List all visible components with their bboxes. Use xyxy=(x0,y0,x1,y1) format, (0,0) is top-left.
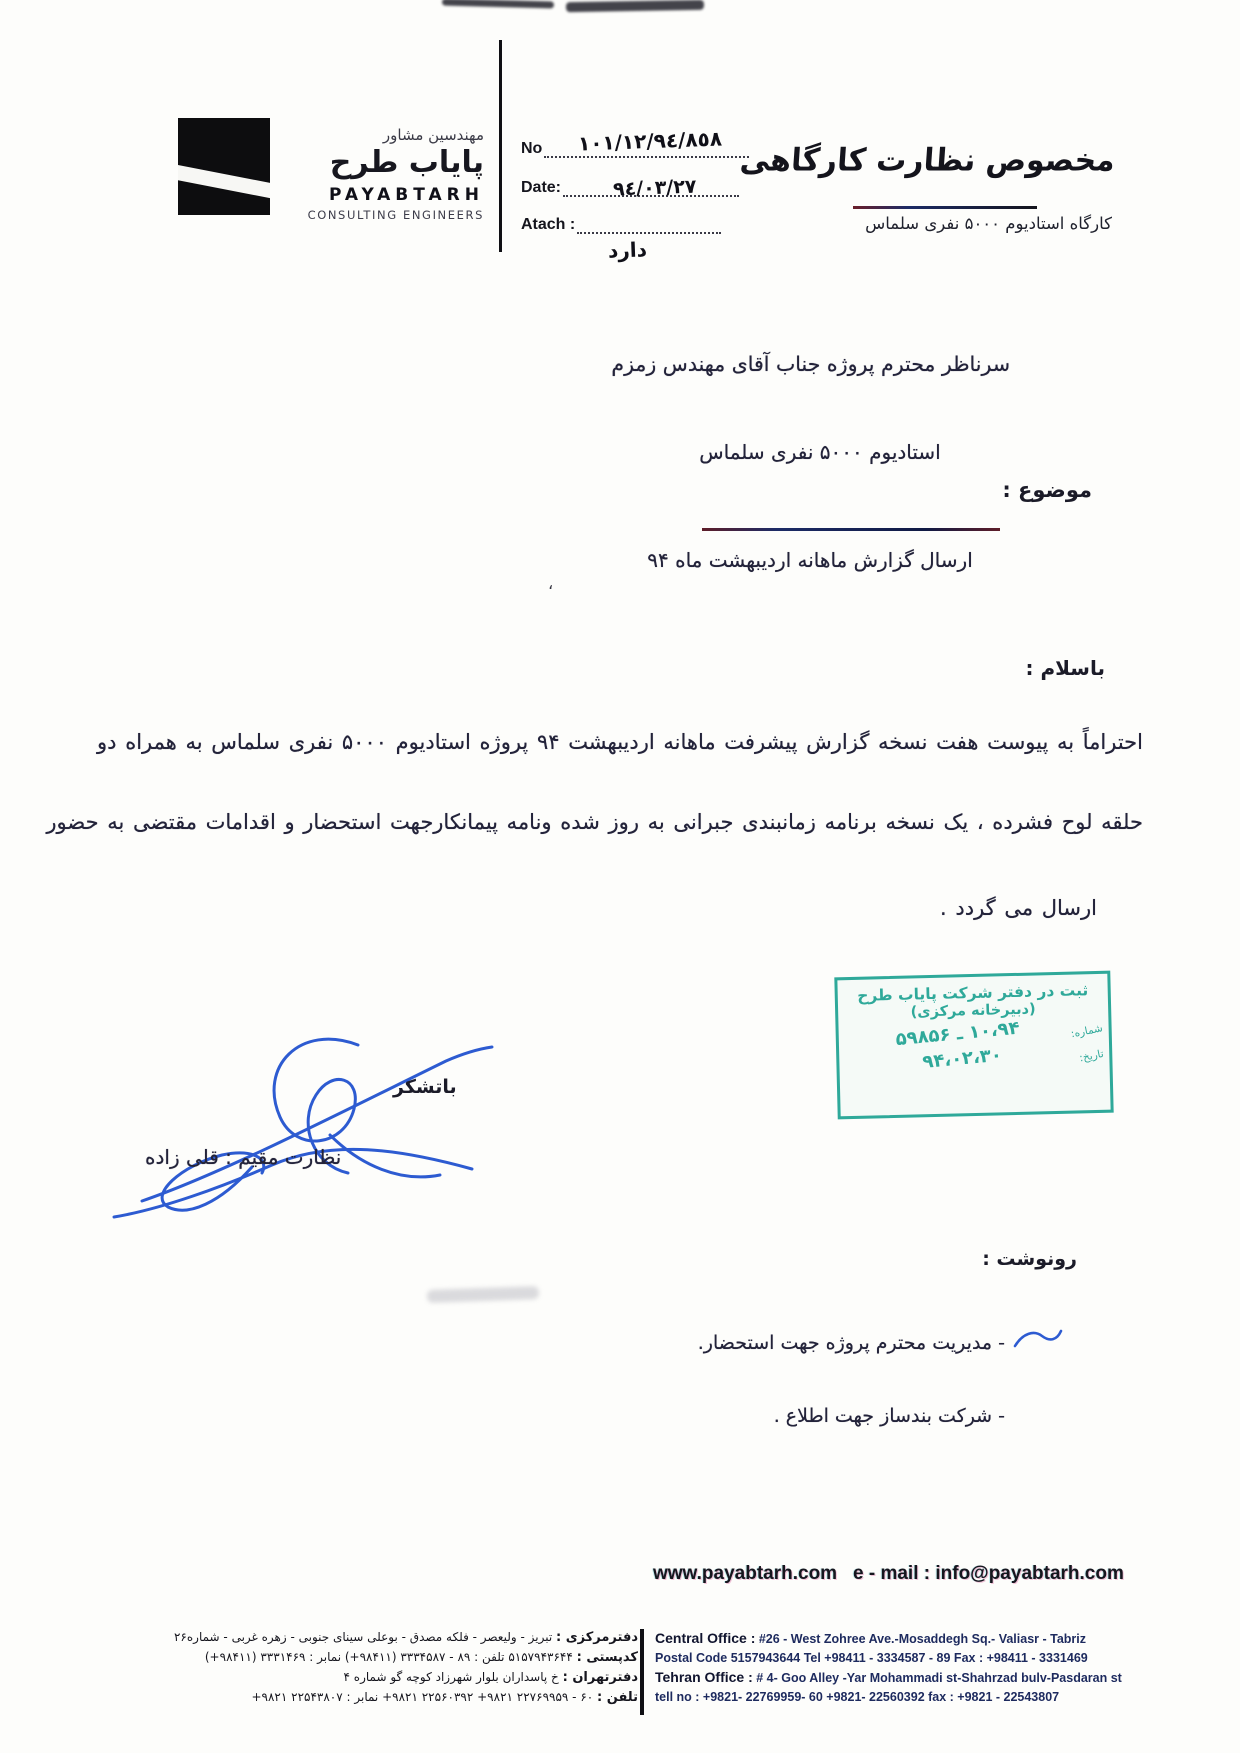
date-label: Date: xyxy=(521,179,562,196)
stamp-line2: (دبیرخانه مرکزی) xyxy=(910,1001,1036,1021)
subject-line2: ارسال گزارش ماهانه اردیبهشت ماه ۹۴ xyxy=(647,548,973,572)
no-label: No xyxy=(521,140,543,157)
email-address: e - mail : info@payabtarh.com xyxy=(853,1563,1124,1584)
scan-artifact xyxy=(566,0,704,12)
stamp-date-value: ۹۴،۰۲،۳۰ xyxy=(921,1044,1003,1073)
footer-fa-rest-3: خ پاسداران بلوار شهرزاد کوچه گو شماره ۴ xyxy=(343,1670,563,1684)
signature-scribble xyxy=(100,1015,500,1225)
salutation: باسلام : xyxy=(1025,656,1105,680)
footer-en-rest-4: tell no : +9821- 22769959- 60 +9821- 22560392 fax : +9821 - 22543807 xyxy=(655,1689,1060,1704)
cc-item-1: - مدیریت محترم پروژه جهت استحضار. xyxy=(697,1332,1005,1354)
stamp-number-value: ۱۰،۹۴ ـ ۵۹۸۵۶ xyxy=(894,1017,1021,1051)
dept-title: مخصوص نظارت کارگاهی xyxy=(738,142,1117,179)
footer-fa-rest-2: ۵۱۵۷۹۴۳۶۴۴ تلفن : ۸۹ - ۳۳۳۴۵۸۷ (۹۸۴۱۱+) نمابر : ۳۳۳۱۴۶۹ (۹۸۴۱۱+) xyxy=(204,1650,577,1664)
footer-fa-label-2: کدپستی : xyxy=(576,1650,638,1665)
atach-dots xyxy=(577,218,721,234)
brand-block xyxy=(278,126,484,222)
footer-divider xyxy=(640,1629,644,1715)
footer-fa-rest-4: ۶۰ - ۲۲۷۶۹۹۵۹ ۹۸۲۱+ ۲۲۵۶۰۳۹۲ ۹۸۲۱+ نمابر : ۲۲۵۴۳۸۰۷ ۹۸۲۱+ xyxy=(251,1690,598,1704)
stamp-line1: ثبت در دفتر شرکت پایاب طرح xyxy=(857,981,1089,1005)
signer-line: نظارت مقیم : قلی زاده xyxy=(145,1145,342,1169)
stamp-date-label: تاریخ: xyxy=(1077,1047,1105,1064)
footer-fa-label-4: تلفن : xyxy=(597,1690,638,1705)
cc-item-2: - شرکت بندساز جهت اطلاع . xyxy=(773,1405,1005,1427)
brand-fa-large: پایاب طرح xyxy=(329,145,484,180)
footer-fa-column xyxy=(93,1630,638,1710)
no-value: ١٠١/١٢/٩٤/٨٥٨ xyxy=(577,126,723,156)
logo-stripe xyxy=(178,163,270,204)
footer-en-line-3 xyxy=(655,1669,1145,1685)
website-url: www.payabtarh.com xyxy=(653,1563,838,1584)
brand-en-sub: CONSULTING ENGINEERS xyxy=(307,208,484,222)
footer-en-rest-2: Postal Code 5157943644 Tel +98411 - 3334587 - 89 Fax : +98411 - 3331469 xyxy=(655,1650,1088,1665)
footer-en-rest-1: #26 - West Zohree Ave.-Mosaddegh Sq.- Valiasr - Tabriz xyxy=(755,1632,1086,1646)
dept-subtitle: کارگاه استادیوم ۵۰۰۰ نفری سلماس xyxy=(865,214,1112,233)
scan-artifact xyxy=(427,1286,539,1303)
footer-fa-label-1: دفترمرکزی : xyxy=(556,1630,638,1645)
body-line-1: احتراماً به پیوست هفت نسخه گزارش پیشرفت ماهانه اردیبهشت ۹۴ پروژه استادیوم ۵۰۰۰ نفری سلماس به همراه دو xyxy=(97,730,1143,754)
footer-en-column xyxy=(655,1630,1145,1708)
subject-rule xyxy=(702,528,1000,531)
footer-en-label-3: Tehran Office : xyxy=(655,1669,753,1685)
body-line-3: ارسال می گردد . xyxy=(940,896,1097,920)
secretariat-stamp xyxy=(834,971,1113,1120)
footer-fa-line-4 xyxy=(93,1690,638,1705)
scan-artifact: ، xyxy=(548,574,554,593)
date-value: ٩٤/٠٣/٢٧ xyxy=(612,175,697,201)
subject-line1: استادیوم ۵۰۰۰ نفری سلماس xyxy=(699,440,941,464)
footer-fa-line-1 xyxy=(93,1630,638,1645)
footer-en-rest-3: # 4- Goo Alley -Yar Mohammadi st-Shahrzad bulv-Pasdaran st xyxy=(752,1671,1122,1685)
closing-thanks: باتشکر xyxy=(393,1076,457,1098)
footer-fa-line-3 xyxy=(93,1670,638,1685)
brand-en: PAYABTARH xyxy=(329,185,484,205)
subject-label: موضوع : xyxy=(1002,478,1092,502)
blue-checkmark xyxy=(1012,1326,1064,1354)
atach-label: Atach : xyxy=(521,216,576,233)
recipient-line: سرناظر محترم پروژه جناب آقای مهندس زمزم xyxy=(611,352,1010,376)
footer-fa-label-3: دفترتهران : xyxy=(562,1670,638,1685)
cc-label: رونوشت : xyxy=(982,1248,1077,1270)
footer-en-line-4 xyxy=(655,1690,1145,1704)
scan-artifact xyxy=(442,0,554,8)
footer-en-label-1: Central Office : xyxy=(655,1630,756,1646)
dept-underline xyxy=(853,206,1037,209)
stamp-number-label: شماره: xyxy=(1069,1021,1104,1040)
footer-en-line-2 xyxy=(655,1651,1145,1665)
atach-value: دارد xyxy=(607,237,648,263)
atach-field xyxy=(521,216,721,234)
company-logo xyxy=(178,118,270,215)
footer-en-line-1 xyxy=(655,1630,1145,1646)
footer-fa-line-2 xyxy=(93,1650,638,1665)
letterhead-divider xyxy=(499,40,502,252)
footer-fa-rest-1: تبریز - ولیعصر - فلکه مصدق - بوعلی سینای جنوبی - زهره غربی - شماره۲۶ xyxy=(173,1630,556,1644)
brand-fa-small: مهندسین مشاور xyxy=(382,126,484,144)
body-line-2: حلقه لوح فشرده ، یک نسخه برنامه زمانبندی جبرانی به روز شده ونامه پیمانکارجهت استحضار و اقدامات مقتضی به حضور xyxy=(46,810,1143,834)
